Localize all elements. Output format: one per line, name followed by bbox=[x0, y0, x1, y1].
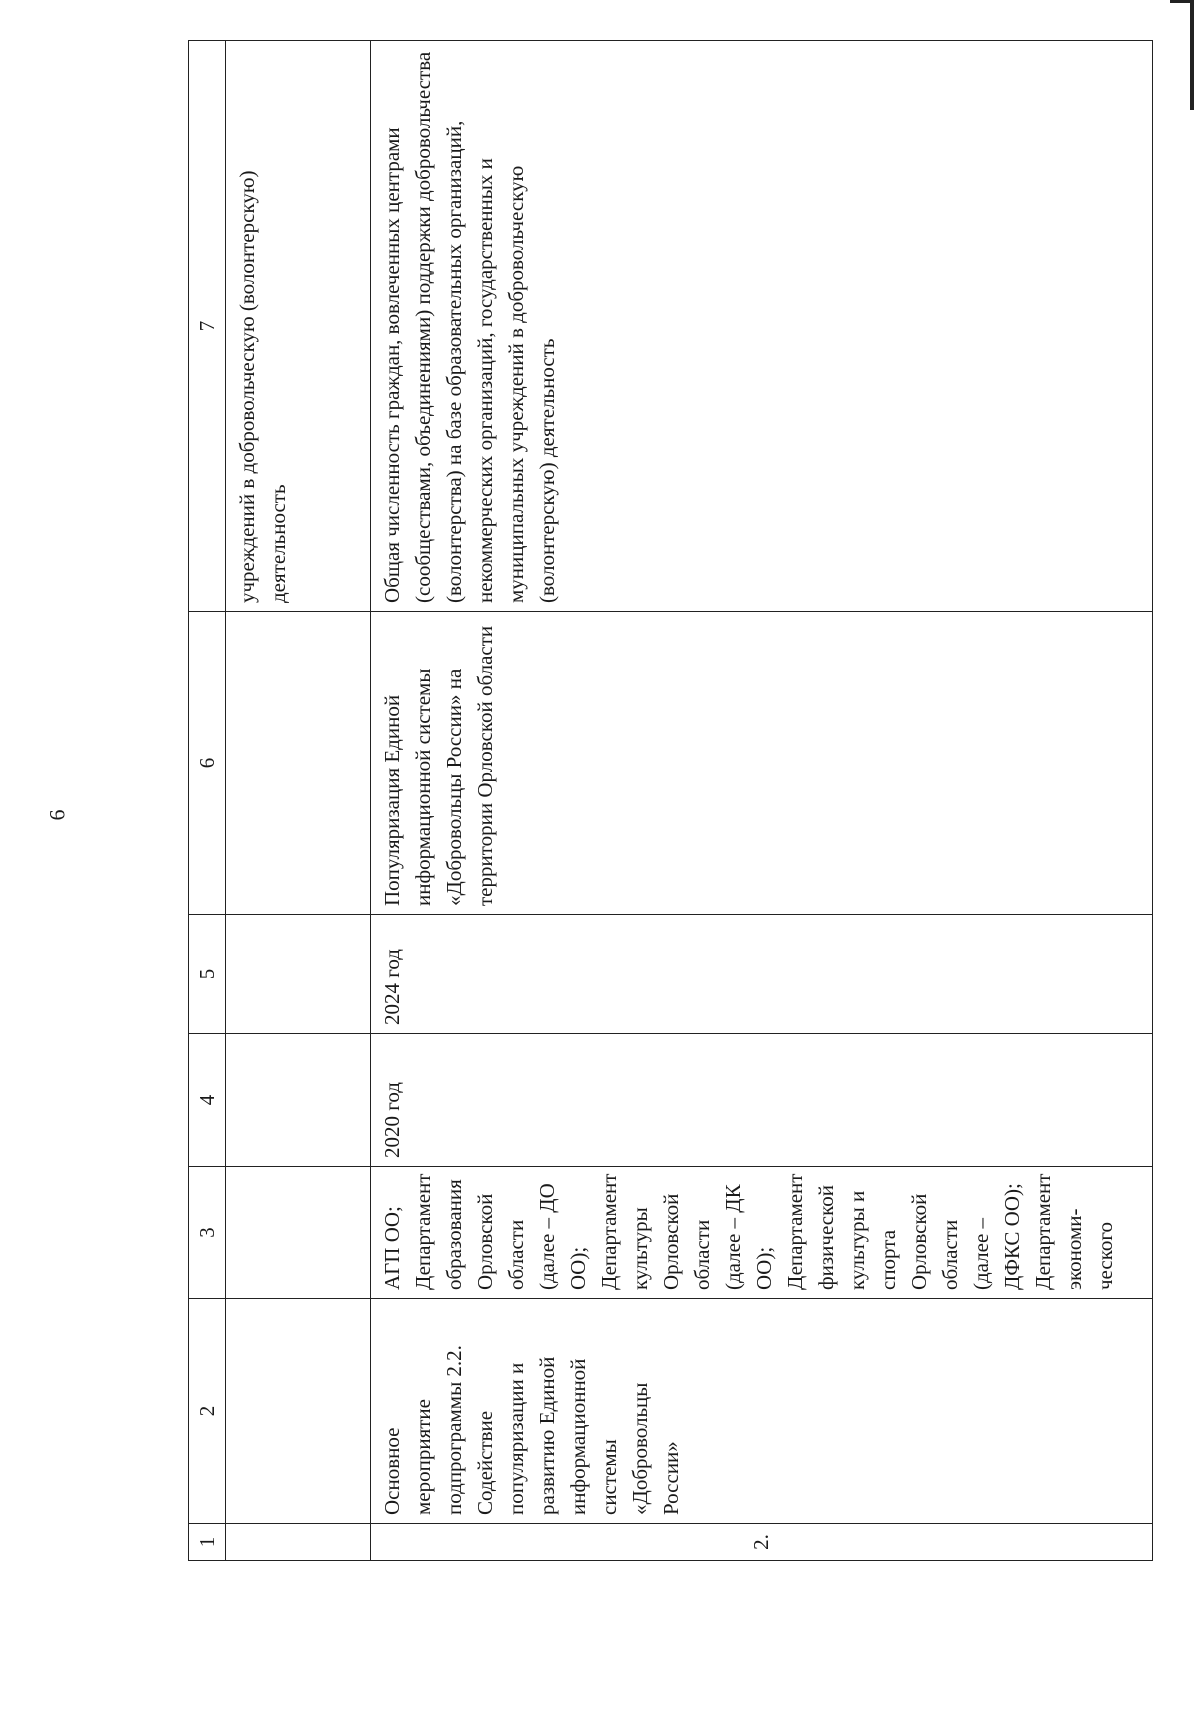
table-row bbox=[371, 41, 1153, 1561]
event-name-cell: Основное мероприятие подпрограммы 2.2. Содействие популяризации и развитию Единой информационной системы «Добровольцы России» bbox=[371, 1299, 1153, 1524]
empty-cell bbox=[226, 1524, 371, 1561]
scan-edge-mark-foot bbox=[1170, 0, 1194, 3]
column-number: 4 bbox=[189, 1034, 226, 1167]
executors-cell: АГП ОО; Департамент образования Орловской области (далее – ДО ОО); Департамент культуры Орловской области (далее – ДК ОО); Департамент физической культуры и спорта Орловской области (далее – ДФКС ОО); Департамент экономи-ческого bbox=[371, 1167, 1153, 1299]
indicator-cell: Общая численность граждан, вовлеченных центрами (сообществами, объединениями) поддержки добровольчества (волонтерства) на базе образовательных организаций, некоммерческих организаций, государственных и муниципальных учреждений в добровольческую (волонтерскую) деятельность bbox=[371, 41, 1153, 612]
column-number: 1 bbox=[189, 1524, 226, 1561]
column-number: 6 bbox=[189, 612, 226, 915]
column-number: 2 bbox=[189, 1299, 226, 1524]
column-number: 5 bbox=[189, 915, 226, 1034]
row-number-cell: 2. bbox=[371, 1524, 1153, 1561]
empty-cell bbox=[226, 612, 371, 915]
column-number: 7 bbox=[189, 41, 226, 612]
empty-cell bbox=[226, 1034, 371, 1167]
program-events-table bbox=[188, 40, 1153, 1561]
empty-cell bbox=[226, 1167, 371, 1299]
continuation-row bbox=[226, 41, 371, 1561]
indicator-continuation-cell: учреждений в добровольческую (волонтерскую) деятельность bbox=[226, 41, 371, 612]
empty-cell bbox=[226, 915, 371, 1034]
rotated-page-content bbox=[188, 41, 1153, 1561]
expected-result-cell: Популяризация Единой информационной системы «Добровольцы России» на территории Орловской области bbox=[371, 612, 1153, 915]
start-date-cell: 2020 год bbox=[371, 1034, 1153, 1167]
column-number-row bbox=[189, 41, 226, 1561]
end-date-cell: 2024 год bbox=[371, 915, 1153, 1034]
page-number: 6 bbox=[44, 809, 70, 821]
scan-edge-mark bbox=[1190, 0, 1194, 110]
empty-cell bbox=[226, 1299, 371, 1524]
column-number: 3 bbox=[189, 1167, 226, 1299]
